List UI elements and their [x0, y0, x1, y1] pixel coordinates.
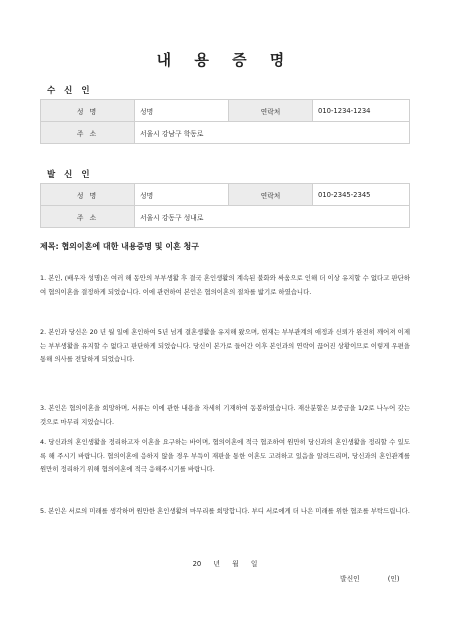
sender-name-value: 성명: [135, 184, 229, 206]
recipient-name-label: 성 명: [41, 100, 135, 122]
date-line: 20 년 월 일: [192, 560, 258, 568]
paragraph-5: 5. 본인은 서로의 미래를 생각하며 원만한 혼인생활의 마무리를 희망합니다. 부디 서로에게 더 나은 미래를 위한 협조를 부탁드립니다.: [40, 507, 410, 515]
sender-name-label: 성 명: [41, 184, 135, 206]
seal-mark: (인): [387, 575, 400, 583]
sender-address-label: 주 소: [41, 206, 135, 228]
recipient-name-value: 성명: [135, 100, 229, 122]
paragraph-1: 1. 본인, (배우자 성명)은 여러 해 동안의 부부생활 후 결국 혼인생활의 계속된 불화와 싸움으로 인해 더 이상 유지할 수 없다고 판단하여 협의이혼을 결정하게 되었습니다. 이에 관련하여 본인은 협의이혼의 절차를 밟기로 하였습니다.: [40, 274, 410, 296]
recipient-section-label: 수 신 인: [47, 86, 93, 96]
paragraph-2: 2. 본인과 당신은 20 년 월 일에 혼인하여 5년 넘게 결혼생활을 유지해 왔으며, 현재는 부부관계의 애정과 신뢰가 완전히 깨어져 이제는 부부생활을 유지할 수 없다고 판단하게 되었습니다. 당신이 본가로 들어간 이후 본인과의 연락이 끊어진 상황이므로 이렇게 우편을 통해 의사를 전달하게 되었습니다.: [40, 328, 410, 363]
recipient-address-value: 서울시 강남구 학동로: [135, 122, 410, 144]
recipient-table: [40, 99, 410, 144]
sender-contact-value: 010-2345-2345: [313, 184, 410, 206]
recipient-contact-label: 연락처: [229, 100, 313, 122]
paragraph-4: 4. 당신과의 혼인생활을 정리하고자 이혼을 요구하는 바이며, 협의이혼에 적극 협조하여 원만히 당신과의 혼인생활을 정리할 수 있도록 해 주시기 바랍니다. 협의이혼에 응하지 않을 경우 부득이 재판을 통한 이혼도 고려하고 있음을 알려드리며, 당신과의 혼인관계를 원만히 정리하기 위해 협의이혼에 적극 응해주시기를 바랍니다.: [40, 438, 410, 473]
sender-contact-label: 연락처: [229, 184, 313, 206]
sender-table: [40, 183, 410, 228]
paragraph-3: 3. 본인은 협의이혼을 희망하며, 서류는 이에 관한 내용을 자세히 기재하여 동봉하였습니다. 재산분할은 보증금을 1/2로 나누어 갖는 것으로 마무리 지었습니다.: [40, 404, 410, 426]
recipient-address-label: 주 소: [41, 122, 135, 144]
signature-line: [340, 573, 400, 583]
document-title: 내 용 증 명: [156, 51, 294, 69]
sender-section-label: 발 신 인: [47, 170, 93, 180]
sender-address-value: 서울시 강동구 성내로: [135, 206, 410, 228]
subject-heading: 제목: 협의이혼에 대한 내용증명 및 이혼 청구: [40, 242, 200, 251]
signature-label: 발신인: [340, 575, 360, 583]
recipient-contact-value: 010-1234-1234: [313, 100, 410, 122]
